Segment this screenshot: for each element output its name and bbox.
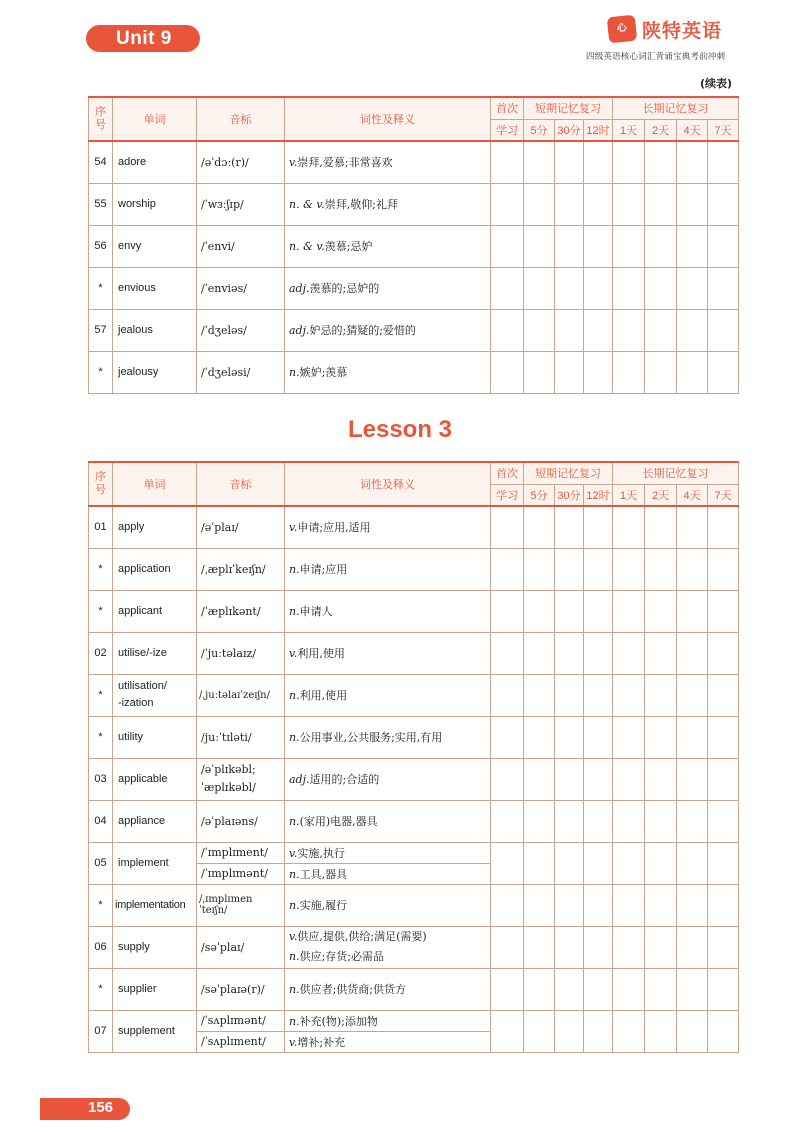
review-cell (645, 506, 677, 548)
row-word: jealous (113, 309, 197, 351)
review-cell (524, 884, 555, 926)
row-index: 01 (89, 506, 113, 548)
header-interval: 4天 (677, 484, 708, 506)
row-definition: n.嫉妒;羡慕 (285, 351, 491, 393)
table-row (89, 351, 739, 393)
review-cell (555, 926, 584, 968)
review-cell (584, 309, 613, 351)
table-row (89, 716, 739, 758)
review-cell (677, 674, 708, 716)
table-row (89, 674, 739, 716)
row-phonetic: /ˈenvi/ (197, 225, 285, 267)
review-cell (645, 267, 677, 309)
review-cell (613, 758, 645, 800)
review-cell (677, 141, 708, 183)
header-word: 单词 (113, 97, 197, 141)
row-word: worship (113, 183, 197, 225)
review-cell (584, 267, 613, 309)
review-cell (584, 183, 613, 225)
review-cell (708, 884, 739, 926)
row-phonetic: /juːˈtɪləti/ (197, 716, 285, 758)
header-study: 学习 (491, 484, 524, 506)
review-cell (645, 351, 677, 393)
review-cell (613, 842, 645, 884)
review-cell (677, 183, 708, 225)
review-cell (613, 351, 645, 393)
review-cell (645, 225, 677, 267)
header-long-term: 长期记忆复习 (613, 462, 739, 484)
header-interval: 12时 (584, 119, 613, 141)
review-cell (708, 968, 739, 1010)
row-definition: v.实施,执行 (285, 842, 491, 863)
row-definition: n.(家用)电器,器具 (285, 800, 491, 842)
review-cell (491, 351, 524, 393)
header-index: 序 号 (89, 97, 113, 141)
review-cell (613, 1010, 645, 1052)
review-cell (613, 926, 645, 968)
review-cell (555, 590, 584, 632)
header-study: 学习 (491, 119, 524, 141)
review-cell (645, 800, 677, 842)
review-cell (491, 884, 524, 926)
header-short-term: 短期记忆复习 (524, 97, 613, 119)
review-cell (524, 674, 555, 716)
review-cell (524, 842, 555, 884)
row-definition: n.补充(物);添加物 (285, 1010, 491, 1031)
row-index: * (89, 968, 113, 1010)
review-cell (708, 716, 739, 758)
row-definition: n.公用事业,公共服务;实用,有用 (285, 716, 491, 758)
review-cell (708, 183, 739, 225)
row-index: 55 (89, 183, 113, 225)
header-interval: 7天 (708, 119, 739, 141)
row-index: 56 (89, 225, 113, 267)
table-row (89, 842, 739, 863)
review-cell (555, 141, 584, 183)
review-cell (584, 842, 613, 884)
review-cell (613, 506, 645, 548)
header-phonetic: 音标 (197, 97, 285, 141)
row-definition: n.实施,履行 (285, 884, 491, 926)
row-word: implementation (113, 884, 197, 926)
review-cell (524, 1010, 555, 1052)
header-word: 单词 (113, 462, 197, 506)
review-cell (555, 674, 584, 716)
brand-tagline: 四级英语核心词汇背诵宝典考前冲刺 (586, 52, 726, 62)
row-phonetic: /ˌjuːtəlaɪˈzeɪʃn/ (197, 674, 285, 716)
review-cell (555, 632, 584, 674)
row-index: * (89, 590, 113, 632)
review-cell (491, 842, 524, 884)
review-cell (555, 225, 584, 267)
table-row (89, 632, 739, 674)
review-cell (677, 506, 708, 548)
review-cell (491, 506, 524, 548)
row-index: 02 (89, 632, 113, 674)
row-phonetic: /ˈenviəs/ (197, 267, 285, 309)
review-cell (555, 758, 584, 800)
review-cell (645, 183, 677, 225)
review-cell (708, 926, 739, 968)
table-row (89, 506, 739, 548)
review-cell (491, 225, 524, 267)
table-row (89, 926, 739, 968)
review-cell (491, 716, 524, 758)
review-cell (708, 800, 739, 842)
row-word: appliance (113, 800, 197, 842)
review-cell (584, 758, 613, 800)
row-definition: n.利用,使用 (285, 674, 491, 716)
table-row (89, 225, 739, 267)
review-cell (584, 674, 613, 716)
row-index: 06 (89, 926, 113, 968)
review-cell (708, 674, 739, 716)
review-cell (613, 548, 645, 590)
review-cell (524, 632, 555, 674)
review-cell (677, 590, 708, 632)
header-index: 序 号 (89, 462, 113, 506)
review-cell (524, 926, 555, 968)
review-cell (677, 968, 708, 1010)
review-cell (708, 225, 739, 267)
review-cell (584, 968, 613, 1010)
row-definition: n.工具,器具 (285, 863, 491, 884)
table-row (89, 267, 739, 309)
review-cell (584, 1010, 613, 1052)
row-word: utilisation/ -ization (113, 674, 197, 716)
review-cell (708, 141, 739, 183)
row-definition: n. & v.羡慕;忌妒 (285, 225, 491, 267)
review-cell (645, 842, 677, 884)
row-phonetic: /ˈdʒeləsi/ (197, 351, 285, 393)
review-cell (613, 590, 645, 632)
row-phonetic: /ˈsʌplɪmənt/ (197, 1010, 285, 1031)
review-cell (491, 548, 524, 590)
review-cell (584, 632, 613, 674)
review-cell (708, 842, 739, 884)
row-word: apply (113, 506, 197, 548)
review-cell (677, 926, 708, 968)
row-definition: v.供应,提供,供给;满足(需要) n.供应;存货;必需品 (285, 926, 491, 968)
brand-block (586, 14, 758, 70)
row-phonetic: /əˈplaɪəns/ (197, 800, 285, 842)
row-definition: n. & v.崇拜,敬仰;礼拜 (285, 183, 491, 225)
row-phonetic: /səˈplaɪə(r)/ (197, 968, 285, 1010)
header-interval: 12时 (584, 484, 613, 506)
header-interval: 30分 (555, 119, 584, 141)
row-index: * (89, 351, 113, 393)
table-row (89, 1010, 739, 1031)
review-cell (524, 506, 555, 548)
review-cell (555, 183, 584, 225)
review-cell (613, 884, 645, 926)
table-row (89, 968, 739, 1010)
row-phonetic: /əˈdɔː(r)/ (197, 141, 285, 183)
review-cell (491, 674, 524, 716)
row-index: * (89, 674, 113, 716)
review-cell (524, 758, 555, 800)
header-short-term: 短期记忆复习 (524, 462, 613, 484)
table-row (89, 884, 739, 926)
row-phonetic: /ˈɪmplɪment/ (197, 842, 285, 863)
review-cell (555, 548, 584, 590)
review-cell (613, 183, 645, 225)
review-cell (677, 267, 708, 309)
row-word: adore (113, 141, 197, 183)
review-cell (555, 716, 584, 758)
review-cell (524, 590, 555, 632)
review-cell (491, 309, 524, 351)
row-word: supplier (113, 968, 197, 1010)
review-cell (555, 267, 584, 309)
review-cell (555, 884, 584, 926)
review-cell (677, 758, 708, 800)
row-definition: v.利用,使用 (285, 632, 491, 674)
review-cell (524, 968, 555, 1010)
review-cell (708, 548, 739, 590)
review-cell (584, 548, 613, 590)
header-interval: 4天 (677, 119, 708, 141)
row-word: applicant (113, 590, 197, 632)
header-interval: 7天 (708, 484, 739, 506)
row-definition: n.申请;应用 (285, 548, 491, 590)
header-interval: 30分 (555, 484, 584, 506)
table-row (89, 309, 739, 351)
page-number: 156 (88, 1099, 114, 1116)
row-word: applicable (113, 758, 197, 800)
review-cell (645, 968, 677, 1010)
review-cell (555, 800, 584, 842)
review-cell (677, 225, 708, 267)
review-cell (584, 884, 613, 926)
row-index: * (89, 716, 113, 758)
review-cell (584, 351, 613, 393)
review-cell (708, 1010, 739, 1052)
review-cell (677, 1010, 708, 1052)
review-cell (524, 141, 555, 183)
review-cell (677, 309, 708, 351)
review-cell (613, 968, 645, 1010)
row-index: 03 (89, 758, 113, 800)
review-cell (524, 183, 555, 225)
header-definition: 词性及释义 (285, 97, 491, 141)
row-phonetic: /ˌæplɪˈkeɪʃn/ (197, 548, 285, 590)
review-cell (613, 674, 645, 716)
row-phonetic: /səˈplaɪ/ (197, 926, 285, 968)
header-interval: 2天 (645, 484, 677, 506)
header-definition: 词性及释义 (285, 462, 491, 506)
review-cell (555, 351, 584, 393)
row-index: 04 (89, 800, 113, 842)
row-phonetic: /əˈplaɪ/ (197, 506, 285, 548)
header-first: 首次 (491, 97, 524, 119)
review-cell (584, 141, 613, 183)
row-phonetic: /ˈɪmplɪmənt/ (197, 863, 285, 884)
row-index: * (89, 267, 113, 309)
header-interval: 1天 (613, 119, 645, 141)
row-index: * (89, 548, 113, 590)
review-cell (677, 800, 708, 842)
review-cell (555, 506, 584, 548)
row-phonetic: /ˈjuːtəlaɪz/ (197, 632, 285, 674)
review-cell (708, 506, 739, 548)
row-phonetic: /ˈæplɪkənt/ (197, 590, 285, 632)
review-cell (708, 758, 739, 800)
review-cell (491, 590, 524, 632)
review-cell (645, 674, 677, 716)
row-definition: v.申请;应用,适用 (285, 506, 491, 548)
review-cell (645, 309, 677, 351)
review-cell (613, 267, 645, 309)
row-word: application (113, 548, 197, 590)
table-row (89, 141, 739, 183)
review-cell (524, 267, 555, 309)
row-word: envious (113, 267, 197, 309)
vocab-table-continued (88, 96, 739, 394)
vocab-table-lesson3 (88, 461, 739, 1053)
lesson-title: Lesson 3 (347, 416, 453, 443)
review-cell (613, 800, 645, 842)
review-cell (491, 1010, 524, 1052)
row-phonetic: /əˈplɪkəbl; ˈæplɪkəbl/ (197, 758, 285, 800)
row-definition: n.供应者;供货商;供货方 (285, 968, 491, 1010)
review-cell (708, 590, 739, 632)
row-phonetic: /ˌɪmplɪmenˈteɪʃn/ (197, 884, 285, 926)
review-cell (677, 842, 708, 884)
review-cell (677, 632, 708, 674)
unit-tab: Unit 9 (86, 25, 200, 52)
row-word: envy (113, 225, 197, 267)
row-definition: adj.羡慕的;忌妒的 (285, 267, 491, 309)
row-word: utility (113, 716, 197, 758)
review-cell (491, 183, 524, 225)
review-cell (708, 267, 739, 309)
review-cell (645, 884, 677, 926)
row-word: supply (113, 926, 197, 968)
table-row (89, 183, 739, 225)
review-cell (555, 1010, 584, 1052)
review-cell (645, 548, 677, 590)
review-cell (584, 800, 613, 842)
review-cell (677, 548, 708, 590)
header-interval: 2天 (645, 119, 677, 141)
review-cell (613, 141, 645, 183)
review-cell (677, 351, 708, 393)
review-cell (708, 632, 739, 674)
review-cell (491, 141, 524, 183)
review-cell (645, 590, 677, 632)
header-long-term: 长期记忆复习 (613, 97, 739, 119)
review-cell (584, 225, 613, 267)
review-cell (584, 716, 613, 758)
review-cell (645, 632, 677, 674)
review-cell (524, 716, 555, 758)
review-cell (491, 632, 524, 674)
review-cell (491, 758, 524, 800)
review-cell (584, 590, 613, 632)
review-cell (524, 800, 555, 842)
header-interval: 5分 (524, 119, 555, 141)
review-cell (555, 309, 584, 351)
row-index: 57 (89, 309, 113, 351)
row-phonetic: /ˈwɜːʃɪp/ (197, 183, 285, 225)
review-cell (613, 716, 645, 758)
review-cell (555, 968, 584, 1010)
review-cell (491, 926, 524, 968)
row-definition: n.申请人 (285, 590, 491, 632)
review-cell (645, 926, 677, 968)
row-index: 07 (89, 1010, 113, 1052)
page-number-bar (40, 1098, 130, 1120)
table-row (89, 800, 739, 842)
row-word: supplement (113, 1010, 197, 1052)
review-cell (708, 309, 739, 351)
review-cell (584, 926, 613, 968)
brand-logo-icon: 心 (607, 15, 638, 44)
table-row (89, 548, 739, 590)
review-cell (708, 351, 739, 393)
review-cell (524, 351, 555, 393)
header-interval: 1天 (613, 484, 645, 506)
review-cell (555, 842, 584, 884)
review-cell (524, 225, 555, 267)
review-cell (645, 1010, 677, 1052)
review-cell (524, 309, 555, 351)
row-phonetic: /ˈdʒeləs/ (197, 309, 285, 351)
review-cell (645, 716, 677, 758)
continued-label: (续表) (700, 77, 733, 90)
review-cell (491, 267, 524, 309)
row-word: jealousy (113, 351, 197, 393)
review-cell (491, 800, 524, 842)
row-word: implement (113, 842, 197, 884)
review-cell (491, 968, 524, 1010)
row-index: * (89, 884, 113, 926)
review-cell (677, 716, 708, 758)
row-word: utilise/-ize (113, 632, 197, 674)
row-definition: v.增补;补充 (285, 1031, 491, 1052)
review-cell (613, 225, 645, 267)
review-cell (584, 506, 613, 548)
row-definition: v.崇拜,爱慕;非常喜欢 (285, 141, 491, 183)
table-row (89, 758, 739, 800)
review-cell (677, 884, 708, 926)
row-phonetic: /ˈsʌplɪment/ (197, 1031, 285, 1052)
table-row (89, 590, 739, 632)
row-index: 05 (89, 842, 113, 884)
row-index: 54 (89, 141, 113, 183)
row-definition: adj.适用的;合适的 (285, 758, 491, 800)
header-phonetic: 音标 (197, 462, 285, 506)
review-cell (613, 309, 645, 351)
review-cell (524, 548, 555, 590)
brand-name: 陕特英语 (642, 20, 723, 42)
review-cell (645, 758, 677, 800)
review-cell (645, 141, 677, 183)
header-interval: 5分 (524, 484, 555, 506)
row-definition: adj.妒忌的;猜疑的;爱惜的 (285, 309, 491, 351)
review-cell (613, 632, 645, 674)
header-first: 首次 (491, 462, 524, 484)
